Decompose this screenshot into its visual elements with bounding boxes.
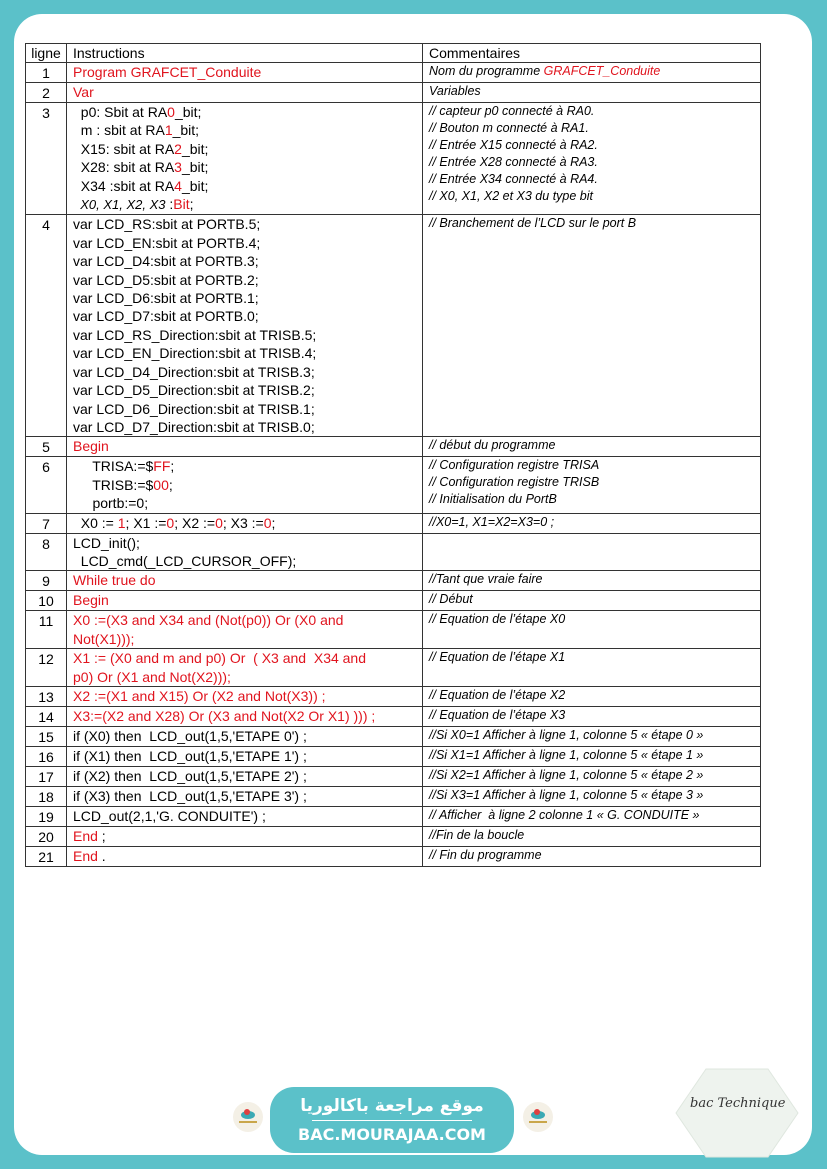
comment-line <box>429 437 758 454</box>
table-header-row <box>26 44 761 63</box>
comment-cell <box>423 826 761 846</box>
code-line <box>73 534 420 552</box>
text-segment: //X0=1, X1=X2=X3=0 ; <box>429 514 555 529</box>
text-segment: ; X3 := <box>222 514 264 531</box>
text-segment: var LCD_D6_Direction:sbit at TRISB.1; <box>73 400 315 417</box>
line-number: 3 <box>26 103 67 215</box>
text-segment: // Entrée X28 connecté à RA3. <box>429 155 598 169</box>
comment-line <box>429 687 758 704</box>
text-segment: 2 <box>174 140 182 157</box>
text-segment: X2 :=(X1 and X15) Or (X2 and Not(X3)) ; <box>73 687 326 704</box>
comment-line <box>429 120 758 137</box>
text-segment: var LCD_D5_Direction:sbit at TRISB.2; <box>73 382 315 399</box>
comment-line <box>429 827 758 844</box>
text-segment: ; <box>189 196 194 213</box>
comment-line <box>429 847 758 864</box>
comment-line <box>429 767 758 784</box>
instruction-cell <box>67 215 423 437</box>
text-segment: 4 <box>174 177 182 194</box>
text-segment: // Equation de l’étape X3 <box>429 707 566 722</box>
text-segment: if (X0) then LCD_out(1,5,'ETAPE 0') ; <box>73 727 307 744</box>
text-segment: // Afficher à ligne 2 colonne 1 « G. CONDUITE » <box>429 807 700 822</box>
text-segment: GRAFCET_Conduite <box>543 64 661 78</box>
instruction-cell <box>67 103 423 215</box>
instruction-cell <box>67 533 423 571</box>
text-segment: // capteur p0 connecté à RA0. <box>429 104 595 118</box>
text-segment: if (X3) then LCD_out(1,5,'ETAPE 3') ; <box>73 787 307 804</box>
text-segment: // Configuration registre TRISA <box>429 458 600 473</box>
text-segment: ; X2 := <box>174 514 216 531</box>
header-commentaires: Commentaires <box>423 44 761 63</box>
table-row <box>26 846 761 866</box>
text-segment: LCD_cmd(_LCD_CURSOR_OFF); <box>73 552 297 569</box>
comment-cell <box>423 726 761 746</box>
code-line <box>73 767 420 785</box>
text-segment: . <box>97 847 106 864</box>
code-line <box>73 437 420 455</box>
text-segment: _bit; <box>181 140 209 157</box>
text-segment: //Si X1=1 Afficher à ligne 1, colonne 5 « étape 1 » <box>429 747 704 762</box>
text-segment: Variables <box>429 84 481 98</box>
code-line <box>73 514 420 532</box>
comment-cell <box>423 611 761 649</box>
code-line <box>73 687 420 705</box>
text-segment: p0: Sbit at RA <box>73 104 168 120</box>
code-line <box>73 552 420 570</box>
comment-cell <box>423 63 761 83</box>
code-line <box>73 234 420 252</box>
site-logo-left <box>233 1102 263 1132</box>
comment-cell <box>423 591 761 611</box>
text-segment: var LCD_RS_Direction:sbit at TRISB.5; <box>73 326 317 343</box>
text-segment: // Entrée X15 connecté à RA2. <box>429 138 598 152</box>
text-segment: 1 <box>117 514 126 531</box>
code-line <box>73 591 420 609</box>
text-segment: var LCD_D5:sbit at PORTB.2; <box>73 271 259 288</box>
text-segment: 0 <box>166 514 175 531</box>
text-segment: 0 <box>263 514 272 531</box>
comment-line <box>429 611 758 628</box>
code-line <box>73 827 420 845</box>
line-number: 16 <box>26 746 67 766</box>
text-segment: Not(X1))); <box>73 630 135 647</box>
table-row <box>26 437 761 457</box>
instruction-cell <box>67 826 423 846</box>
text-segment: _bit; <box>172 122 200 139</box>
text-segment: if (X2) then LCD_out(1,5,'ETAPE 2') ; <box>73 767 307 784</box>
text-segment: X0, X1, X2, X3 <box>73 197 166 213</box>
comment-cell <box>423 215 761 437</box>
comment-line <box>429 171 758 188</box>
table-row <box>26 611 761 649</box>
text-segment: // Fin du programme <box>429 847 542 862</box>
header-instructions: Instructions <box>67 44 423 63</box>
table-row <box>26 215 761 437</box>
text-segment: if (X1) then LCD_out(1,5,'ETAPE 1') ; <box>73 747 307 764</box>
code-line <box>73 649 420 667</box>
line-number: 21 <box>26 846 67 866</box>
line-number: 19 <box>26 806 67 826</box>
code-line <box>73 195 420 214</box>
text-segment: // Equation de l’étape X2 <box>429 687 566 702</box>
comment-line <box>429 215 758 232</box>
table-row <box>26 706 761 726</box>
instruction-cell <box>67 83 423 103</box>
comment-line <box>429 707 758 724</box>
text-segment: LCD_out(2,1,'G. CONDUITE') ; <box>73 807 266 824</box>
comment-line <box>429 474 758 491</box>
text-segment: X0 :=(X3 and X34 and (Not(p0)) Or (X0 and <box>73 612 344 629</box>
text-segment: p0) Or (X1 and Not(X2))); <box>73 668 231 685</box>
text-segment: End <box>73 827 98 844</box>
site-banner[interactable] <box>270 1087 514 1153</box>
line-number: 14 <box>26 706 67 726</box>
code-line <box>73 121 420 139</box>
text-segment: var LCD_EN:sbit at PORTB.4; <box>73 234 261 251</box>
text-segment: _bit; <box>181 159 209 176</box>
code-line <box>73 494 420 512</box>
text-segment: X28: sbit at RA <box>73 159 175 176</box>
instruction-cell <box>67 437 423 457</box>
code-line <box>73 707 420 725</box>
comment-cell <box>423 706 761 726</box>
table-row <box>26 83 761 103</box>
line-number: 4 <box>26 215 67 437</box>
text-segment: var LCD_D7:sbit at PORTB.0; <box>73 308 259 325</box>
instruction-cell <box>67 611 423 649</box>
code-line <box>73 140 420 158</box>
text-segment: _bit; <box>181 177 209 194</box>
comment-line <box>429 747 758 764</box>
comment-cell <box>423 83 761 103</box>
comment-line <box>429 154 758 171</box>
text-segment: Begin <box>73 592 109 609</box>
code-line <box>73 476 420 494</box>
text-segment: // Equation de l’étape X1 <box>429 650 566 665</box>
comment-cell <box>423 846 761 866</box>
code-line <box>73 787 420 805</box>
code-line <box>73 158 420 176</box>
line-number: 1 <box>26 63 67 83</box>
table-row <box>26 686 761 706</box>
text-segment: Begin <box>73 438 109 455</box>
text-segment: _bit; <box>174 104 202 120</box>
instruction-cell <box>67 686 423 706</box>
text-segment: // X0, X1, X2 et X3 du type bit <box>429 189 593 203</box>
instruction-cell <box>67 806 423 826</box>
text-segment: //Si X0=1 Afficher à ligne 1, colonne 5 « étape 0 » <box>429 727 704 742</box>
instruction-cell <box>67 846 423 866</box>
code-line <box>73 727 420 745</box>
comment-cell <box>423 649 761 687</box>
comment-cell <box>423 786 761 806</box>
instruction-cell <box>67 571 423 591</box>
line-number: 15 <box>26 726 67 746</box>
line-number: 12 <box>26 649 67 687</box>
text-segment: var LCD_RS:sbit at PORTB.5; <box>73 216 261 233</box>
line-number: 11 <box>26 611 67 649</box>
table-row <box>26 746 761 766</box>
banner-arabic-title: موقع مراجعة باكالوريا <box>300 1096 484 1116</box>
text-segment: // début du programme <box>429 438 556 453</box>
comment-cell <box>423 571 761 591</box>
text-segment: Nom du programme <box>429 64 544 78</box>
text-segment: ; X1 := <box>125 514 167 531</box>
comment-line <box>429 571 758 588</box>
table-row <box>26 513 761 533</box>
comment-line <box>429 457 758 474</box>
table-row <box>26 533 761 571</box>
text-segment: var LCD_D7_Direction:sbit at TRISB.0; <box>73 418 315 435</box>
text-segment: FF <box>153 458 171 475</box>
line-number: 2 <box>26 83 67 103</box>
line-number: 5 <box>26 437 67 457</box>
program-table <box>25 43 761 867</box>
text-segment: TRISA:=$ <box>73 458 154 475</box>
comment-line <box>429 137 758 154</box>
line-number: 9 <box>26 571 67 591</box>
code-line <box>73 326 420 344</box>
instruction-cell <box>67 457 423 513</box>
comment-cell <box>423 766 761 786</box>
text-segment: m : sbit at RA <box>73 122 165 139</box>
comment-line <box>429 83 758 100</box>
instruction-cell <box>67 746 423 766</box>
code-line <box>73 363 420 381</box>
banner-site-url[interactable]: BAC.MOURAJAA.COM <box>298 1125 486 1144</box>
comment-cell <box>423 437 761 457</box>
text-segment: X15: sbit at RA <box>73 140 175 157</box>
instruction-cell <box>67 63 423 83</box>
comment-line <box>429 787 758 804</box>
code-line <box>73 611 420 629</box>
text-segment: ; <box>170 458 175 475</box>
header-ligne: ligne <box>26 44 67 63</box>
text-segment: var LCD_EN_Direction:sbit at TRISB.4; <box>73 345 317 362</box>
text-segment: Program GRAFCET_Conduite <box>73 64 262 80</box>
line-number: 10 <box>26 591 67 611</box>
comment-cell <box>423 746 761 766</box>
text-segment: // Branchement de l’LCD sur le port B <box>429 216 637 231</box>
text-segment: var LCD_D4_Direction:sbit at TRISB.3; <box>73 363 315 380</box>
text-segment: 0 <box>167 104 175 120</box>
text-segment: // Début <box>429 592 473 607</box>
text-segment: 0 <box>215 514 223 531</box>
code-line <box>73 307 420 325</box>
stamp-text: bac Technique <box>690 1096 786 1111</box>
instruction-cell <box>67 766 423 786</box>
text-segment: //Fin de la boucle <box>429 827 525 842</box>
site-logo-right <box>523 1102 553 1132</box>
code-line <box>73 381 420 399</box>
text-segment: // Bouton m connecté à RA1. <box>429 121 589 135</box>
table-body <box>26 63 761 867</box>
stamp-badge <box>672 1065 800 1161</box>
instruction-cell <box>67 786 423 806</box>
table-row <box>26 649 761 687</box>
text-segment: X3:=(X2 and X28) Or (X3 and Not(X2 Or X1) ))) ; <box>73 707 376 724</box>
comment-cell <box>423 533 761 571</box>
table-row <box>26 726 761 746</box>
table-row <box>26 103 761 215</box>
code-line <box>73 289 420 307</box>
comment-cell <box>423 457 761 513</box>
comment-line <box>429 727 758 744</box>
text-segment: var LCD_D6:sbit at PORTB.1; <box>73 290 259 307</box>
text-segment: X34 :sbit at RA <box>73 177 175 194</box>
table-row <box>26 766 761 786</box>
text-segment: X0 := <box>73 514 118 531</box>
instruction-cell <box>67 649 423 687</box>
code-line <box>73 747 420 765</box>
code-line <box>73 271 420 289</box>
comment-line <box>429 103 758 120</box>
comment-line <box>429 514 758 531</box>
comment-cell <box>423 513 761 533</box>
line-number: 20 <box>26 826 67 846</box>
comment-line <box>429 649 758 666</box>
instruction-cell <box>67 513 423 533</box>
table-row <box>26 571 761 591</box>
code-line <box>73 847 420 865</box>
text-segment: ; <box>97 827 106 844</box>
code-line <box>73 418 420 436</box>
table-row <box>26 457 761 513</box>
text-segment: X1 := (X0 and m and p0) Or ( X3 and X34 and <box>73 650 367 667</box>
line-number: 7 <box>26 513 67 533</box>
code-line <box>73 83 420 101</box>
code-line <box>73 457 420 475</box>
code-line <box>73 63 420 81</box>
text-segment: 00 <box>153 476 169 493</box>
code-line <box>73 668 420 686</box>
comment-cell <box>423 806 761 826</box>
line-number: 13 <box>26 686 67 706</box>
text-segment: //Si X3=1 Afficher à ligne 1, colonne 5 « étape 3 » <box>429 787 704 802</box>
line-number: 6 <box>26 457 67 513</box>
text-segment: var LCD_D4:sbit at PORTB.3; <box>73 253 259 270</box>
instruction-cell <box>67 726 423 746</box>
text-segment: //Si X2=1 Afficher à ligne 1, colonne 5 « étape 2 » <box>429 767 704 782</box>
text-segment: // Configuration registre TRISB <box>429 475 600 490</box>
table-row <box>26 591 761 611</box>
text-segment: // Entrée X34 connecté à RA4. <box>429 172 598 186</box>
table-row <box>26 806 761 826</box>
text-segment: //Tant que vraie faire <box>429 572 543 587</box>
text-segment: // Equation de l’étape X0 <box>429 612 566 627</box>
line-number: 8 <box>26 533 67 571</box>
code-line <box>73 177 420 195</box>
table-row <box>26 63 761 83</box>
text-segment: Var <box>73 84 94 100</box>
code-line <box>73 215 420 233</box>
text-segment: // Initialisation du PortB <box>429 492 557 507</box>
text-segment: ; <box>168 476 173 493</box>
line-number: 17 <box>26 766 67 786</box>
text-segment: Bit <box>173 196 190 213</box>
text-segment: 3 <box>174 159 182 176</box>
comment-line <box>429 591 758 608</box>
text-segment: LCD_init(); <box>73 534 140 551</box>
text-segment: ; <box>271 514 276 531</box>
comment-cell <box>423 686 761 706</box>
comment-line <box>429 63 758 80</box>
comment-line <box>429 188 758 205</box>
text-segment: While true do <box>73 572 156 589</box>
text-segment: TRISB:=$ <box>73 476 154 493</box>
instruction-cell <box>67 706 423 726</box>
code-line <box>73 571 420 589</box>
code-line <box>73 344 420 362</box>
code-line <box>73 103 420 121</box>
code-line <box>73 630 420 648</box>
line-number: 18 <box>26 786 67 806</box>
text-segment: : <box>165 196 174 213</box>
table-row <box>26 786 761 806</box>
comment-line <box>429 807 758 824</box>
text-segment: portb:=0; <box>73 495 149 512</box>
text-segment: End <box>73 847 98 864</box>
code-line <box>73 807 420 825</box>
code-line <box>73 400 420 418</box>
comment-line <box>429 491 758 508</box>
comment-cell <box>423 103 761 215</box>
code-line <box>73 252 420 270</box>
text-segment: 1 <box>164 122 173 139</box>
instruction-cell <box>67 591 423 611</box>
table-row <box>26 826 761 846</box>
